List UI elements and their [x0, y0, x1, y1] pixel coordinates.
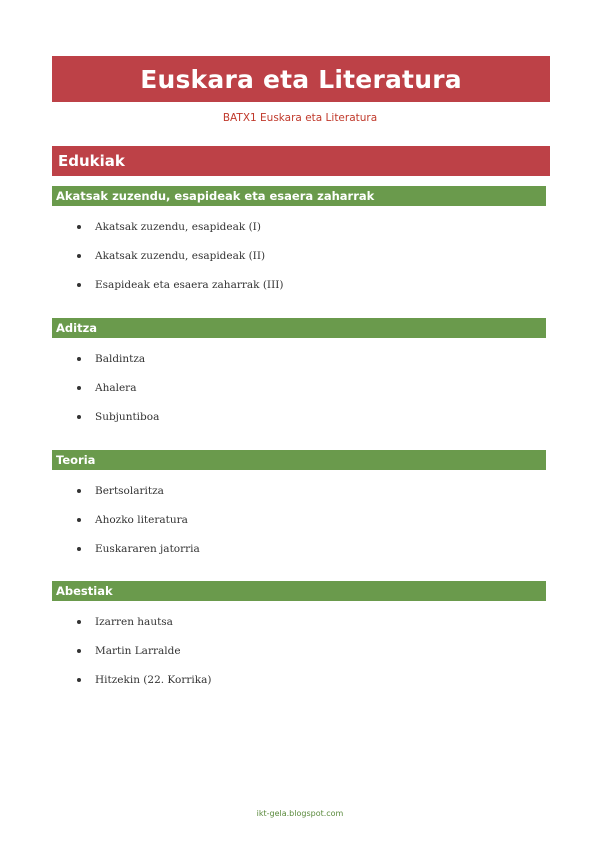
- list-item[interactable]: [52, 534, 546, 563]
- section-banner-edukiak: [52, 146, 550, 176]
- group-title: Teoria: [56, 453, 96, 467]
- list-item-label: Subjuntiboa: [95, 410, 160, 423]
- content-group-abestiak: [52, 581, 546, 694]
- list-item[interactable]: [52, 636, 546, 665]
- document-subtitle: BATX1 Euskara eta Literatura: [222, 112, 378, 124]
- bullet-icon: [77, 357, 81, 361]
- group-title: Abestiak: [56, 584, 113, 598]
- list-item-label: Akatsak zuzendu, esapideak (II): [95, 249, 266, 262]
- document-title: Euskara eta Literatura: [140, 64, 462, 94]
- list-item[interactable]: [52, 476, 546, 505]
- list-item-label: Ahalera: [95, 381, 137, 394]
- bullet-icon: [77, 547, 81, 551]
- bullet-icon: [77, 254, 81, 258]
- list-item-label: Martin Larralde: [95, 644, 181, 657]
- group-header: [52, 186, 546, 206]
- list-item[interactable]: [52, 344, 546, 373]
- list-item-label: Ahozko literatura: [95, 513, 188, 526]
- list-item-label: Baldintza: [95, 352, 146, 365]
- group-header: [52, 450, 546, 470]
- bullet-icon: [77, 386, 81, 390]
- list-item[interactable]: [52, 373, 546, 402]
- content-group-akatsak: [52, 186, 546, 299]
- list-item[interactable]: [52, 402, 546, 431]
- list-item-label: Euskararen jatorria: [95, 542, 200, 555]
- bullet-icon: [77, 283, 81, 287]
- section-title: Edukiak: [58, 152, 125, 170]
- group-header: [52, 581, 546, 601]
- group-item-list: [52, 212, 546, 299]
- bullet-icon: [77, 678, 81, 682]
- group-title: Aditza: [56, 321, 98, 335]
- list-item-label: Akatsak zuzendu, esapideak (I): [95, 220, 261, 233]
- content-group-teoria: [52, 450, 546, 563]
- document-title-banner: [52, 56, 550, 102]
- bullet-icon: [77, 489, 81, 493]
- footer-link[interactable]: ikt-gela.blogspot.com: [256, 809, 344, 818]
- list-item-label: Esapideak eta esaera zaharrak (III): [95, 278, 284, 291]
- group-item-list: [52, 344, 546, 431]
- group-item-list: [52, 607, 546, 694]
- list-item[interactable]: [52, 505, 546, 534]
- bullet-icon: [77, 620, 81, 624]
- group-title: Akatsak zuzendu, esapideak eta esaera zaharrak: [56, 189, 375, 203]
- list-item[interactable]: [52, 270, 546, 299]
- list-item[interactable]: [52, 665, 546, 694]
- bullet-icon: [77, 649, 81, 653]
- bullet-icon: [77, 225, 81, 229]
- list-item[interactable]: [52, 212, 546, 241]
- bullet-icon: [77, 415, 81, 419]
- list-item[interactable]: [52, 241, 546, 270]
- group-header: [52, 318, 546, 338]
- content-group-aditza: [52, 318, 546, 431]
- bullet-icon: [77, 518, 81, 522]
- list-item-label: Izarren hautsa: [95, 615, 173, 628]
- list-item-label: Bertsolaritza: [95, 484, 164, 497]
- list-item-label: Hitzekin (22. Korrika): [95, 673, 212, 686]
- list-item[interactable]: [52, 607, 546, 636]
- group-item-list: [52, 476, 546, 563]
